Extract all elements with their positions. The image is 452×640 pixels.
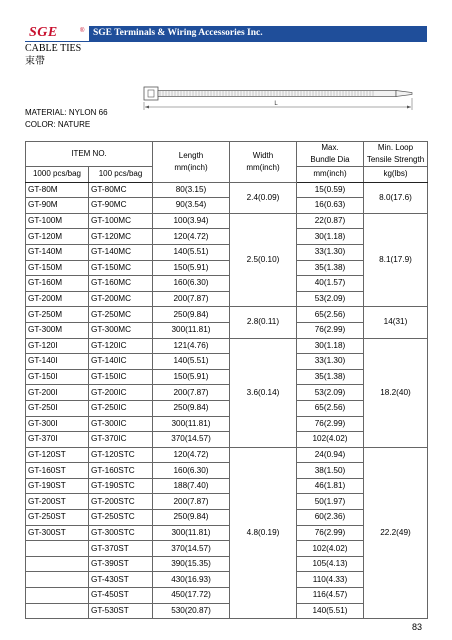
table-row: GT-530ST 530(20.87) 140(5.51) [26, 603, 428, 619]
cable-tie-diagram [140, 82, 420, 116]
tensile-cell: 8.1(17.9) [364, 213, 428, 307]
tensile-cell: 22.2(49) [364, 447, 428, 619]
width-cell: 3.6(0.14) [230, 338, 297, 447]
width-header: Width mm(inch) [230, 142, 297, 183]
pack-1000-header: 1000 pcs/bag [26, 167, 89, 183]
table-row: GT-450ST 450(17.72) 116(4.57) [26, 588, 428, 604]
page-number: 83 [412, 622, 423, 632]
bundle-unit-header: mm(inch) [297, 167, 364, 183]
table-row: GT-370I GT-370IC 370(14.57) 102(4.02) [26, 432, 428, 448]
table-row: GT-80M GT-80MC 80(3.15) 2.4(0.09) 15(0.59) 8.0(17.6) [26, 182, 428, 198]
table-row: GT-150I GT-150IC 150(5.91) 35(1.38) [26, 369, 428, 385]
table-row: GT-370ST 370(14.57) 102(4.02) [26, 541, 428, 557]
tensile-cell: 18.2(40) [364, 338, 428, 447]
registered-mark: ® [80, 28, 85, 34]
spec-table [25, 141, 428, 619]
length-header: Length mm(inch) [153, 142, 230, 183]
width-cell: 2.5(0.10) [230, 213, 297, 307]
table-row: GT-160ST GT-160STC 160(6.30) 38(1.50) [26, 463, 428, 479]
table-row: GT-200M GT-200MC 200(7.87) 53(2.09) [26, 291, 428, 307]
category-title: CABLE TIES [25, 43, 82, 54]
sge-logo [25, 26, 89, 41]
table-row: GT-250ST GT-250STC 250(9.84) 60(2.36) [26, 510, 428, 526]
table-row: GT-300M GT-300MC 300(11.81) 76(2.99) [26, 322, 428, 338]
material-label: MATERIAL: NYLON 66 [25, 108, 108, 117]
table-row: GT-190ST GT-190STC 188(7.40) 46(1.81) [26, 478, 428, 494]
pack-100-header: 100 pcs/bag [89, 167, 153, 183]
company-title: SGE Terminals & Wiring Accessories Inc. [89, 26, 427, 41]
width-cell: 2.8(0.11) [230, 307, 297, 338]
color-label: COLOR: NATURE [25, 120, 91, 129]
table-row: GT-120I GT-120IC 121(4.76) 3.6(0.14) 30(1.18) 18.2(40) [26, 338, 428, 354]
table-row: GT-120ST GT-120STC 120(4.72) 4.8(0.19) 24(0.94) 22.2(49) [26, 447, 428, 463]
table-row: GT-140M GT-140MC 140(5.51) 33(1.30) [26, 244, 428, 260]
table-row: GT-300ST GT-300STC 300(11.81) 76(2.99) [26, 525, 428, 541]
table-row: GT-250I GT-250IC 250(9.84) 65(2.56) [26, 400, 428, 416]
tensile-cell: 8.0(17.6) [364, 182, 428, 213]
logo-text: SGE [29, 25, 58, 40]
dimension-label: L [274, 101, 278, 107]
spec-table-body [26, 182, 428, 619]
table-row: GT-250M GT-250MC 250(9.84) 2.8(0.11) 65(2.56) 14(31) [26, 307, 428, 323]
table-row: GT-160M GT-160MC 160(6.30) 40(1.57) [26, 276, 428, 292]
table-row: GT-150M GT-150MC 150(5.91) 35(1.38) [26, 260, 428, 276]
table-row: GT-200ST GT-200STC 200(7.87) 50(1.97) [26, 494, 428, 510]
tensile-cell: 14(31) [364, 307, 428, 338]
width-cell: 4.8(0.19) [230, 447, 297, 619]
table-row: GT-430ST 430(16.93) 110(4.33) [26, 572, 428, 588]
tensile-header: Min. Loop Tensile Strength [364, 142, 428, 167]
table-row: GT-90M GT-90MC 90(3.54) 16(0.63) [26, 198, 428, 214]
table-row: GT-140I GT-140IC 140(5.51) 33(1.30) [26, 354, 428, 370]
width-cell: 2.4(0.09) [230, 182, 297, 213]
table-row: GT-300I GT-300IC 300(11.81) 76(2.99) [26, 416, 428, 432]
header-divider [25, 41, 427, 42]
tensile-unit-header: kg(lbs) [364, 167, 428, 183]
category-title-zh: 束帶 [25, 56, 45, 67]
table-row: GT-120M GT-120MC 120(4.72) 30(1.18) [26, 229, 428, 245]
table-row: GT-100M GT-100MC 100(3.94) 2.5(0.10) 22(0.87) 8.1(17.9) [26, 213, 428, 229]
bundle-header: Max. Bundle Dia [297, 142, 364, 167]
table-row: GT-200I GT-200IC 200(7.87) 53(2.09) [26, 385, 428, 401]
item-no-header: ITEM NO. [26, 142, 153, 167]
table-row: GT-390ST 390(15.35) 105(4.13) [26, 556, 428, 572]
page-header [25, 26, 427, 41]
